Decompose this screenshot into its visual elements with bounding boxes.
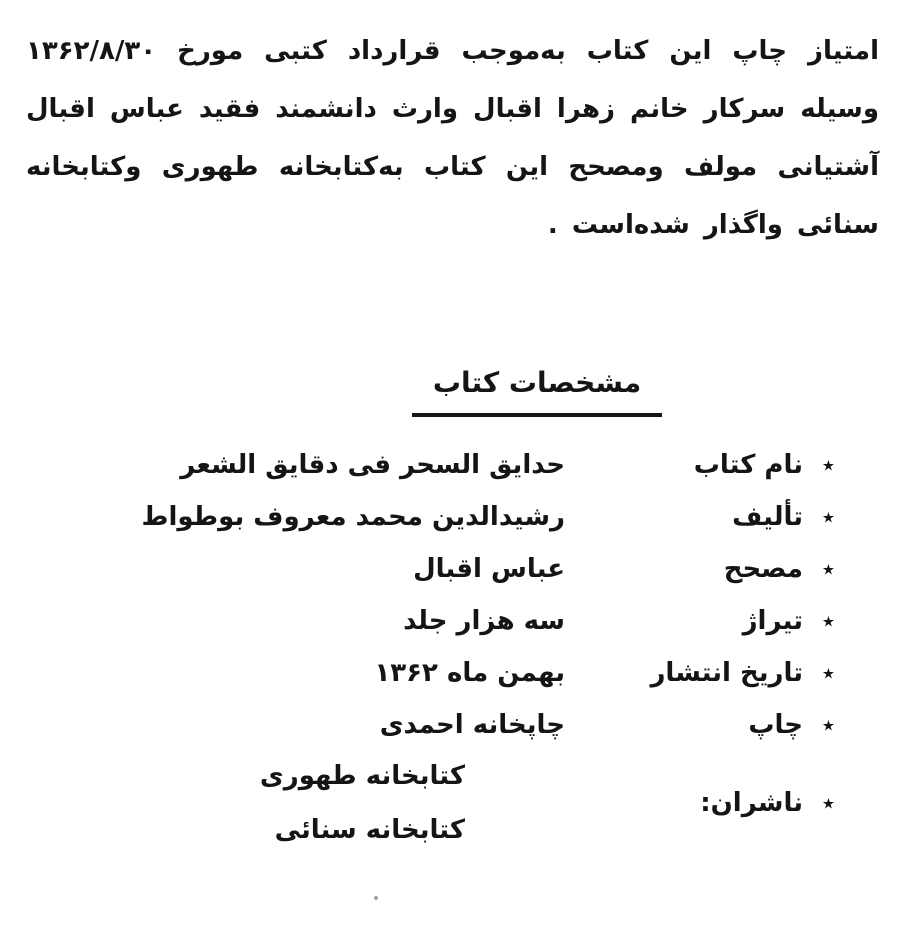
spec-label: چاپ (748, 710, 803, 740)
paragraph-line: آشتیانی مولف ومصحح این کتاب به‌کتابخانه طهوری وکتابخانه (26, 152, 879, 182)
spec-value: حدایق السحر فی دقایق الشعر (180, 450, 565, 480)
spec-row-publish-date (0, 647, 897, 699)
star-bullet-icon: ٭ (821, 503, 835, 531)
spec-row-printing-house (0, 699, 897, 751)
book-specs-table (0, 439, 897, 855)
star-bullet-icon: ٭ (821, 451, 835, 479)
spec-row-editor (0, 543, 897, 595)
spec-label: نام کتاب (693, 450, 803, 480)
scan-artifact-dot (374, 896, 378, 900)
spec-value: سه هزار جلد (403, 606, 565, 636)
spec-row-author (0, 491, 897, 543)
spec-label: مصحح (723, 554, 803, 584)
spec-row-book-name (0, 439, 897, 491)
spec-label: ناشران: (700, 788, 803, 818)
spec-label: تاریخ انتشار (650, 658, 803, 688)
star-bullet-icon: ٭ (821, 711, 835, 739)
spec-value-list (0, 751, 565, 855)
spec-label: تیراژ (742, 606, 803, 636)
section-heading-wrap (412, 366, 662, 417)
spec-value: رشیدالدین محمد معروف بوطواط (141, 502, 565, 532)
publisher-name: کتابخانه طهوری (259, 761, 465, 791)
spec-label: تألیف (732, 502, 803, 532)
star-bullet-icon: ٭ (821, 555, 835, 583)
spec-value: عباس اقبال (413, 554, 565, 584)
star-bullet-icon: ٭ (821, 607, 835, 635)
star-bullet-icon: ٭ (821, 659, 835, 687)
spec-row-publishers (0, 751, 897, 855)
section-title: مشخصات کتاب (412, 366, 662, 417)
spec-row-print-run (0, 595, 897, 647)
publisher-name: کتابخانه سنائی (274, 815, 465, 845)
spec-value: چاپخانه احمدی (379, 710, 565, 740)
paragraph-line: وسیله سرکار خانم زهرا اقبال وارث دانشمند فقید عباس اقبال (26, 94, 879, 124)
star-bullet-icon: ٭ (821, 789, 835, 817)
paragraph-line: سنائی واگذار شده‌است . (547, 210, 879, 240)
copyright-paragraph (26, 22, 879, 254)
paragraph-line: امتیاز چاپ این کتاب به‌موجب قرارداد کتبی مورخ ۱۳۶۲/۸/۳۰ (26, 36, 879, 66)
spec-value: بهمن ماه ۱۳۶۲ (374, 658, 565, 688)
